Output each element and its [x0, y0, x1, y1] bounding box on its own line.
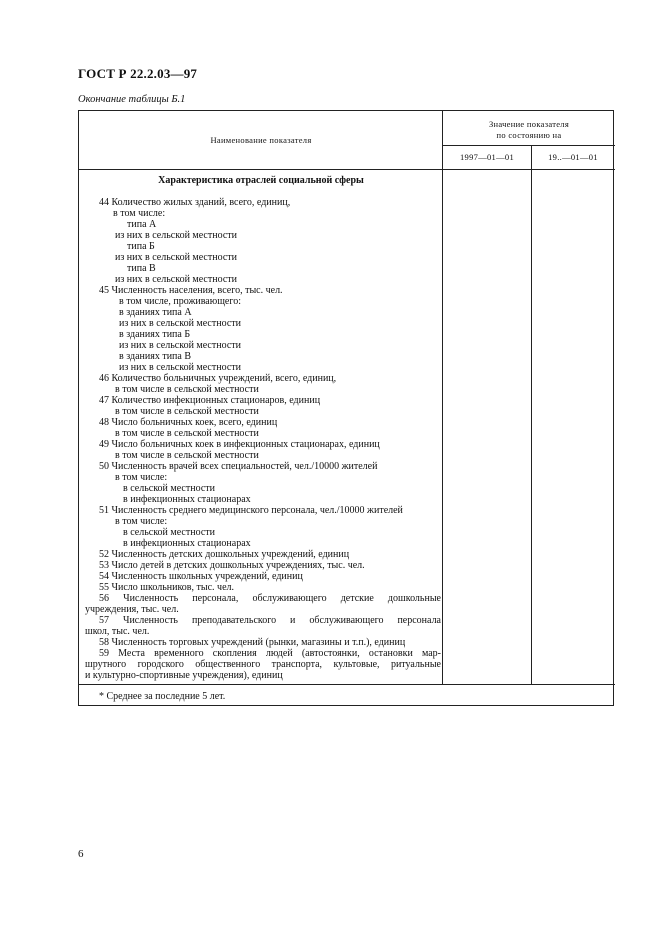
header-bottom-rule [79, 169, 615, 170]
column-divider [442, 111, 443, 684]
table-row: в том числе в сельской местности [115, 450, 259, 461]
table-caption: Окончание таблицы Б.1 [78, 94, 186, 105]
table-row: в том числе в сельской местности [115, 428, 259, 439]
indicator-table [78, 110, 614, 706]
table-row: 58 Численность торговых учреждений (рынки, магазины и т.п.), единиц [99, 637, 406, 648]
table-row: 44 Количество жилых зданий, всего, единиц, [99, 197, 291, 208]
column-header-value-line1: Значение показателя [488, 119, 570, 129]
header-subdivider [443, 145, 615, 146]
table-row: в инфекционных стационарах [123, 538, 251, 549]
table-row: в зданиях типа В [119, 351, 192, 362]
table-row: типа А [127, 219, 157, 230]
table-row: учреждения, тыс. чел. [85, 604, 179, 615]
section-title: Характеристика отраслей социальной сферы [158, 175, 364, 186]
table-row: 48 Число больничных коек, всего, единиц [99, 417, 278, 428]
table-row: школ, тыс. чел. [85, 626, 150, 637]
column-header-name: Наименование показателя [210, 135, 312, 145]
column-header-year-1997: 1997—01—01 [460, 152, 514, 162]
table-row: 53 Число детей в детских дошкольных учреждениях, тыс. чел. [99, 560, 365, 571]
table-row: из них в сельской местности [119, 318, 242, 329]
table-row: в сельской местности [123, 527, 215, 538]
table-row: в зданиях типа Б [119, 329, 191, 340]
table-row: 55 Число школьников, тыс. чел. [99, 582, 235, 593]
column-header-year-19xx: 19..—01—01 [548, 152, 598, 162]
table-footnote: * Среднее за последние 5 лет. [99, 691, 226, 702]
document-code: ГОСТ Р 22.2.03—97 [78, 66, 198, 81]
table-row: из них в сельской местности [115, 252, 238, 263]
table-row: 59 Места временного скопления людей (автостоянки, остановки мар- [99, 648, 441, 659]
column-header-value [443, 119, 615, 141]
table-row: типа Б [127, 241, 155, 252]
table-row: 54 Численность школьных учреждений, единиц [99, 571, 303, 582]
table-row: 49 Число больничных коек в инфекционных стационарах, единиц [99, 439, 380, 450]
table-row: из них в сельской местности [115, 230, 238, 241]
table-row: и культурно-спортивные учреждения), единиц [85, 670, 283, 681]
table-row: из них в сельской местности [119, 340, 242, 351]
table-row: в том числе: [115, 472, 168, 483]
table-row: в том числе: [115, 516, 168, 527]
table-row: 50 Численность врачей всех специальностей, чел./10000 жителей [99, 461, 378, 472]
table-row: 57 Численность преподавательского и обслуживающего персонала [99, 615, 441, 626]
table-row: в том числе, проживающего: [119, 296, 241, 307]
table-row: в том числе в сельской местности [115, 406, 259, 417]
column-header-value-line2: по состоянию на [496, 130, 562, 140]
body-bottom-rule [79, 684, 615, 685]
table-row: 46 Количество больничных учреждений, всего, единиц, [99, 373, 337, 384]
table-row: в сельской местности [123, 483, 215, 494]
column-divider [531, 145, 532, 684]
table-row: в том числе в сельской местности [115, 384, 259, 395]
table-row: в том числе: [113, 208, 166, 219]
table-row: в инфекционных стационарах [123, 494, 251, 505]
table-row: шрутного городского общественного транспорта, культовые, ритуальные [85, 659, 441, 670]
table-row: типа В [127, 263, 156, 274]
table-row: 47 Количество инфекционных стационаров, единиц [99, 395, 321, 406]
table-row: 51 Численность среднего медицинского персонала, чел./10000 жителей [99, 505, 403, 516]
table-row: из них в сельской местности [115, 274, 238, 285]
table-row: 45 Численность населения, всего, тыс. чел. [99, 285, 283, 296]
table-row: 52 Численность детских дошкольных учреждений, единиц [99, 549, 350, 560]
page-number: 6 [78, 848, 84, 860]
table-row: 56 Численность персонала, обслуживающего детские дошкольные [99, 593, 441, 604]
table-row: в зданиях типа А [119, 307, 192, 318]
table-row: из них в сельской местности [119, 362, 242, 373]
